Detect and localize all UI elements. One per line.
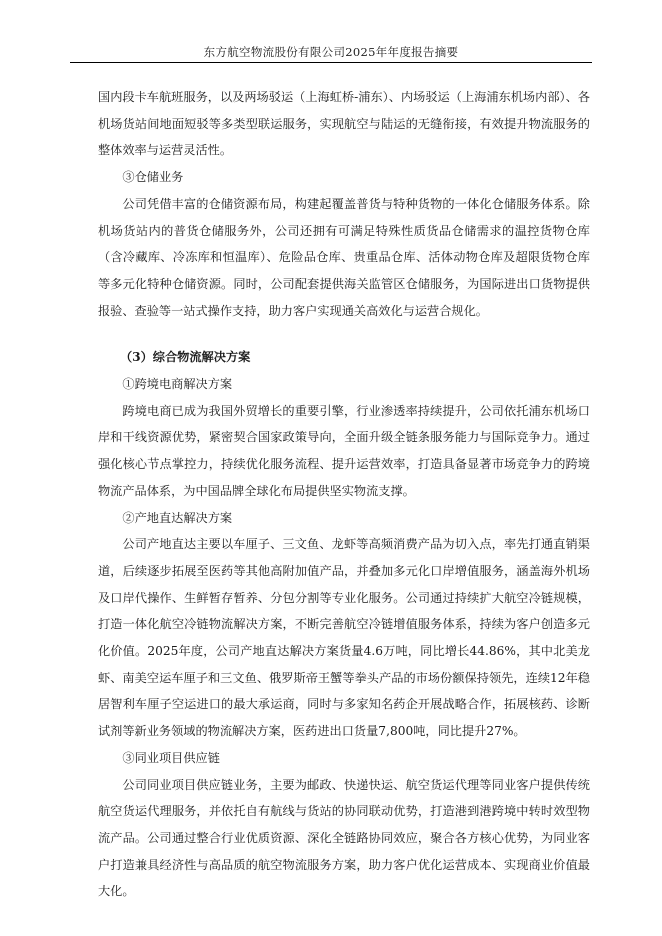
paragraph-warehouse: 公司凭借丰富的仓储资源布局，构建起覆盖普货与特种货物的一体化仓储服务体系。除机场货站内的普货仓储服务外，公司还拥有可满足特殊性质货品仓储需求的温控货物仓库（含冷藏库、冷冻库和恒温库）、危险品仓库、贵重品仓库、活体动物仓库及超限货物仓库等多元化特种仓储资源。同时，公司配套提供海关监管区仓储服务，为国际进出口货物提供报验、查验等一站式操作支持，助力客户实现通关高效化与运营合规化。 [98, 196, 590, 318]
heading-cross-border-ecommerce: ①跨境电商解决方案 [122, 377, 233, 392]
heading-warehouse-business: ③仓储业务 [122, 170, 184, 185]
section-spacer [98, 324, 590, 344]
paragraph-intermodal-continued: 国内段卡车航班服务，以及两场驳运（上海虹桥-浦东）、内场驳运（上海浦东机场内部）、各机场货站间地面短驳等多类型联运服务，实现航空与陆运的无缝衔接，有效提升物流服务的整体效率与运营灵活性。 [98, 90, 590, 158]
page-body [98, 84, 590, 905]
paragraph-cross-border-ecommerce: 跨境电商已成为我国外贸增长的重要引擎，行业渗透率持续提升，公司依托浦东机场口岸和干线资源优势，紧密契合国家政策导向，全面升级全链条服务能力与国际竞争力。通过强化核心节点掌控力，持续优化服务流程、提升运营效率，打造具备显著市场竞争力的跨境物流产品体系，为中国品牌全球化布局提供坚实物流支撑。 [98, 403, 590, 498]
paragraph-peer-supply-chain: 公司同业项目供应链业务，主要为邮政、快递快运、航空货运代理等同业客户提供传统航空货运代理服务，并依托自有航线与货站的协同联动优势，打造港到港跨境中转时效型物流产品。公司通过整合行业优质资源、深化全链路协同效应，聚合各方核心优势，为同业客户打造兼具经济性与高品质的航空物流服务方案，助力客户优化运营成本、实现商业价值最大化。 [98, 777, 590, 899]
heading-origin-direct: ②产地直达解决方案 [122, 510, 233, 525]
paragraph-origin-direct: 公司产地直达主要以车厘子、三文鱼、龙虾等高频消费产品为切入点，率先打通直销渠道，后续逐步拓展至医药等其他高附加值产品，并叠加多元化口岸增值服务，涵盖海外机场及口岸代操作、生鲜暂存暂养、分包分割等专业化服务。公司通过持续扩大航空冷链规模，打造一体化航空冷链物流解决方案，不断完善航空冷链增值服务体系，持续为客户创造多元化价值。2025年度，公司产地直达解决方案货量4.6万吨，同比增长44.86%，其中北美龙虾、南美空运车厘子和三文鱼、俄罗斯帝王蟹等拳头产品的市场份额保持领先，连续12年稳居智利车厘子空运进口的最大承运商，同时与多家知名药企开展战略合作，拓展核药、诊断试剂等新业务领域的物流解决方案，医药进出口货量7,800吨，同比提升27%。 [98, 537, 590, 739]
heading-integrated-logistics: （3）综合物流解决方案 [119, 350, 251, 365]
header-divider [70, 62, 592, 63]
report-header: 东方航空物流股份有限公司2025年年度报告摘要 [203, 45, 459, 59]
heading-peer-supply-chain: ③同业项目供应链 [122, 750, 220, 765]
